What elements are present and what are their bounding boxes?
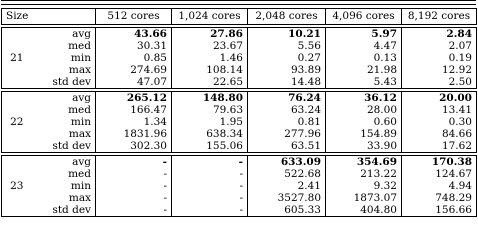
value-cell: 14.48 [248, 76, 326, 89]
value-cell: 0.13 [326, 52, 402, 64]
value-cell: 76.24 [248, 92, 326, 105]
value-cell: 5.97 [326, 28, 402, 41]
table-row [2, 180, 477, 192]
value-cell: 21.98 [326, 64, 402, 76]
value-cell: 1873.07 [326, 192, 402, 204]
stat-label: avg [32, 28, 96, 41]
table-row [2, 76, 477, 89]
stat-label: med [32, 168, 96, 180]
value-cell: 404.80 [326, 204, 402, 217]
value-cell: 0.81 [248, 116, 326, 128]
value-cell: 27.86 [172, 28, 248, 41]
top-rule-2 [1, 4, 476, 5]
value-cell: - [96, 156, 172, 169]
table-row [2, 52, 477, 64]
value-cell: 36.12 [326, 92, 402, 105]
value-cell: 1831.96 [96, 128, 172, 140]
value-cell: 0.60 [326, 116, 402, 128]
value-cell: - [172, 180, 248, 192]
value-cell: 84.66 [402, 128, 477, 140]
top-rule [1, 0, 476, 1]
stat-label: std dev [32, 204, 96, 217]
value-cell: 274.69 [96, 64, 172, 76]
cores-header-4096: 4,096 cores [326, 9, 402, 25]
value-cell: - [172, 156, 248, 169]
value-cell: - [172, 192, 248, 204]
size-header: Size [2, 9, 96, 25]
value-cell: 17.62 [402, 140, 477, 153]
value-cell: 748.29 [402, 192, 477, 204]
stat-label: std dev [32, 140, 96, 153]
stat-label: max [32, 128, 96, 140]
value-cell: 10.21 [248, 28, 326, 41]
value-cell: 20.00 [402, 92, 477, 105]
value-cell: - [172, 168, 248, 180]
stat-label: max [32, 64, 96, 76]
table-row [2, 204, 477, 217]
value-cell: 12.92 [402, 64, 477, 76]
table-row [2, 64, 477, 76]
value-cell: 156.66 [402, 204, 477, 217]
cores-header-8192: 8,192 cores [402, 9, 477, 25]
value-cell: 9.32 [326, 180, 402, 192]
value-cell: 0.85 [96, 52, 172, 64]
value-cell: 4.47 [326, 40, 402, 52]
value-cell: 154.89 [326, 128, 402, 140]
value-cell: 28.00 [326, 104, 402, 116]
table-row [2, 104, 477, 116]
cores-header-1024: 1,024 cores [172, 9, 248, 25]
value-cell: 0.19 [402, 52, 477, 64]
stat-label: min [32, 116, 96, 128]
value-cell: 302.30 [96, 140, 172, 153]
stat-label: std dev [32, 76, 96, 89]
stat-label: med [32, 40, 96, 52]
value-cell: 155.06 [172, 140, 248, 153]
value-cell: 93.89 [248, 64, 326, 76]
value-cell: 5.56 [248, 40, 326, 52]
value-cell: 605.33 [248, 204, 326, 217]
stat-label: min [32, 52, 96, 64]
table-row [2, 92, 477, 105]
value-cell: 2.41 [248, 180, 326, 192]
table-row [2, 116, 477, 128]
value-cell: 23.67 [172, 40, 248, 52]
value-cell: - [96, 168, 172, 180]
table-row [2, 140, 477, 153]
value-cell: 1.34 [96, 116, 172, 128]
value-cell: 108.14 [172, 64, 248, 76]
stat-label: med [32, 104, 96, 116]
value-cell: 30.31 [96, 40, 172, 52]
value-cell: 354.69 [326, 156, 402, 169]
value-cell: 0.27 [248, 52, 326, 64]
value-cell: 5.43 [326, 76, 402, 89]
table-row [2, 168, 477, 180]
value-cell: 1.95 [172, 116, 248, 128]
value-cell: 166.47 [96, 104, 172, 116]
value-cell: 63.51 [248, 140, 326, 153]
value-cell: 63.24 [248, 104, 326, 116]
table-row [2, 128, 477, 140]
cores-header-2048: 2,048 cores [248, 9, 326, 25]
value-cell: 170.38 [402, 156, 477, 169]
header-row [2, 9, 477, 25]
table-row [2, 192, 477, 204]
value-cell: 0.30 [402, 116, 477, 128]
value-cell: - [96, 204, 172, 217]
cores-header-512: 512 cores [96, 9, 172, 25]
value-cell: 1.46 [172, 52, 248, 64]
results-table [1, 8, 477, 217]
value-cell: 213.22 [326, 168, 402, 180]
stat-label: avg [32, 92, 96, 105]
value-cell: - [96, 180, 172, 192]
table-row [2, 28, 477, 41]
value-cell: 3527.80 [248, 192, 326, 204]
table-body [2, 9, 477, 217]
value-cell: 47.07 [96, 76, 172, 89]
value-cell: 265.12 [96, 92, 172, 105]
value-cell: - [96, 192, 172, 204]
group-size-cell: 21 [2, 28, 32, 89]
stat-label: max [32, 192, 96, 204]
stat-label: min [32, 180, 96, 192]
table-row [2, 40, 477, 52]
value-cell: 13.41 [402, 104, 477, 116]
value-cell: 148.80 [172, 92, 248, 105]
value-cell: 633.09 [248, 156, 326, 169]
group-size-cell: 23 [2, 156, 32, 217]
table-row [2, 156, 477, 169]
value-cell: 33.90 [326, 140, 402, 153]
value-cell: 124.67 [402, 168, 477, 180]
value-cell: 2.07 [402, 40, 477, 52]
results-table-container [1, 0, 476, 250]
value-cell: 522.68 [248, 168, 326, 180]
value-cell: 638.34 [172, 128, 248, 140]
value-cell: 43.66 [96, 28, 172, 41]
group-size-cell: 22 [2, 92, 32, 153]
value-cell: 4.94 [402, 180, 477, 192]
stat-label: avg [32, 156, 96, 169]
value-cell: 2.84 [402, 28, 477, 41]
value-cell: 79.63 [172, 104, 248, 116]
value-cell: 277.96 [248, 128, 326, 140]
value-cell: - [172, 204, 248, 217]
value-cell: 2.50 [402, 76, 477, 89]
value-cell: 22.65 [172, 76, 248, 89]
